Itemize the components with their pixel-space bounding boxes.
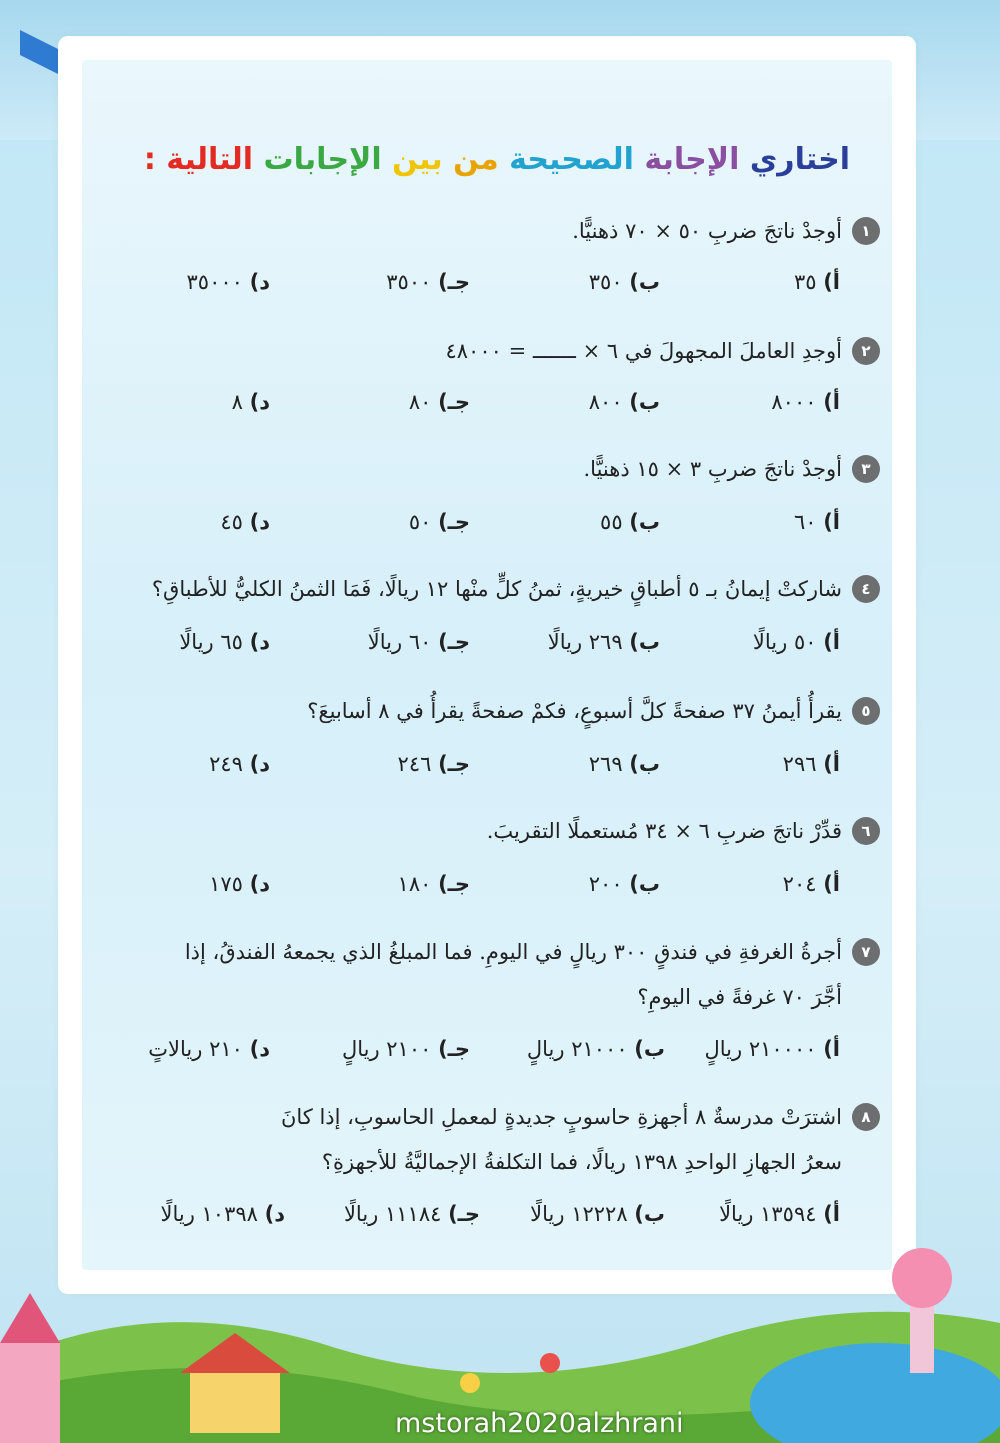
option-d[interactable]: د) ٨: [231, 390, 270, 414]
option-d[interactable]: د) ١٠٣٩٨ ريالًا: [160, 1202, 285, 1226]
option-b[interactable]: ب) ٢٦٩ ريالًا: [547, 630, 660, 654]
options-row: [110, 630, 840, 666]
title-word: التالية :: [143, 142, 254, 177]
options-row: [110, 872, 840, 908]
option-c[interactable]: جـ) ٥٠: [408, 510, 470, 534]
title-word: الإجابة: [644, 142, 740, 177]
question-text: شاركتْ إيمانُ بـ ٥ أطباقٍ خيريةٍ، ثمنُ كلٍّ منْها ١٢ ريالًا، فَمَا الثمنُ الكليُّ للأطباقِ؟: [151, 577, 842, 601]
question-text: أوجدْ ناتجَ ضربِ ٣ × ١٥ ذهنيًّا.: [583, 457, 842, 481]
title-word: الصحيحة: [509, 142, 634, 177]
question-number: ٤: [852, 575, 880, 603]
option-b[interactable]: ب) ٢٦٩: [588, 752, 660, 776]
option-c[interactable]: جـ) ٢٤٦: [397, 752, 470, 776]
landscape-illustration: [0, 1143, 1000, 1443]
question-text: أوجدِ العاملَ المجهولَ في ٦ × ـــــــ = ٤٨٠٠٠: [445, 339, 842, 363]
question-number: ٢: [852, 337, 880, 365]
option-a[interactable]: أ) ٦٠: [793, 510, 840, 534]
option-d[interactable]: د) ١٧٥: [209, 872, 270, 896]
option-a[interactable]: أ) ٨٠٠٠: [771, 390, 840, 414]
question-number: ٧: [852, 938, 880, 966]
options-row: [110, 752, 840, 788]
option-d[interactable]: د) ٤٥: [220, 510, 270, 534]
option-b[interactable]: ب) ٥٥: [600, 510, 660, 534]
option-c[interactable]: جـ) ١١١٨٤ ريالًا: [343, 1202, 480, 1226]
question-text-line-2: أجَّرَ ٧٠ غرفةً في اليومِ؟: [637, 985, 842, 1009]
options-row: [110, 390, 840, 426]
question-number: ٥: [852, 697, 880, 725]
option-a[interactable]: أ) ٢١٠٠٠٠ ريالٍ: [704, 1037, 840, 1061]
title-word: بين: [392, 142, 443, 177]
question-number: ٨: [852, 1103, 880, 1131]
option-a[interactable]: أ) ٢٠٤: [782, 872, 840, 896]
title-word: الإجابات: [263, 142, 382, 177]
page-title: [143, 142, 850, 177]
option-b[interactable]: ب) ٨٠٠: [588, 390, 660, 414]
option-c[interactable]: جـ) ٣٥٠٠: [386, 270, 470, 294]
option-c[interactable]: جـ) ٢١٠٠ ريالٍ: [341, 1037, 470, 1061]
option-c[interactable]: جـ) ١٨٠: [397, 872, 470, 896]
question-number: ٣: [852, 455, 880, 483]
question-text: يقرأُ أيمنُ ٣٧ صفحةً كلَّ أسبوعٍ، فكمْ صفحةً يقرأُ في ٨ أسابيعَ؟: [307, 699, 842, 723]
option-a[interactable]: أ) ٥٠ ريالًا: [752, 630, 840, 654]
option-d[interactable]: د) ٣٥٠٠٠: [186, 270, 270, 294]
option-a[interactable]: أ) ٣٥: [793, 270, 840, 294]
option-d[interactable]: د) ٦٥ ريالًا: [179, 630, 270, 654]
options-row: [110, 1037, 840, 1073]
title-word: من: [453, 142, 499, 177]
options-row: [110, 270, 840, 306]
question-text: اشترَتْ مدرسةٌ ٨ أجهزةِ حاسوبٍ جديدةٍ لمعملِ الحاسوبِ، إذا كانَ: [280, 1105, 842, 1129]
watermark: mstorah2020alzhrani: [395, 1408, 684, 1439]
question-text: أجرةُ الغرفةِ في فندقٍ ٣٠٠ ريالٍ في اليومِ. فما المبلغُ الذي يجمعهُ الفندقُ، إذا: [184, 940, 842, 964]
question-number: ١: [852, 217, 880, 245]
option-b[interactable]: ب) ١٢٢٢٨ ريالًا: [530, 1202, 665, 1226]
title-word: اختاري: [749, 142, 850, 177]
option-b[interactable]: ب) ٢٠٠: [588, 872, 660, 896]
option-b[interactable]: ب) ٣٥٠: [588, 270, 660, 294]
option-a[interactable]: أ) ٢٩٦: [782, 752, 840, 776]
option-c[interactable]: جـ) ٦٠ ريالًا: [367, 630, 470, 654]
option-a[interactable]: أ) ١٣٥٩٤ ريالًا: [719, 1202, 840, 1226]
question-text: قدِّرْ ناتجَ ضربِ ٦ × ٣٤ مُستعملًا التقريبَ.: [486, 819, 842, 843]
option-b[interactable]: ب) ٢١٠٠٠ ريالٍ: [526, 1037, 665, 1061]
question-text-line-2: سعرُ الجهازِ الواحدِ ١٣٩٨ ريالًا، فما التكلفةُ الإجماليَّةُ للأجهزةِ؟: [321, 1150, 842, 1174]
question-text: أوجدْ ناتجَ ضربِ ٥٠ × ٧٠ ذهنيًّا.: [572, 219, 842, 243]
option-d[interactable]: د) ٢١٠ ريالاتٍ: [148, 1037, 270, 1061]
option-c[interactable]: جـ) ٨٠: [408, 390, 470, 414]
option-d[interactable]: د) ٢٤٩: [209, 752, 270, 776]
options-row: [110, 510, 840, 546]
question-number: ٦: [852, 817, 880, 845]
